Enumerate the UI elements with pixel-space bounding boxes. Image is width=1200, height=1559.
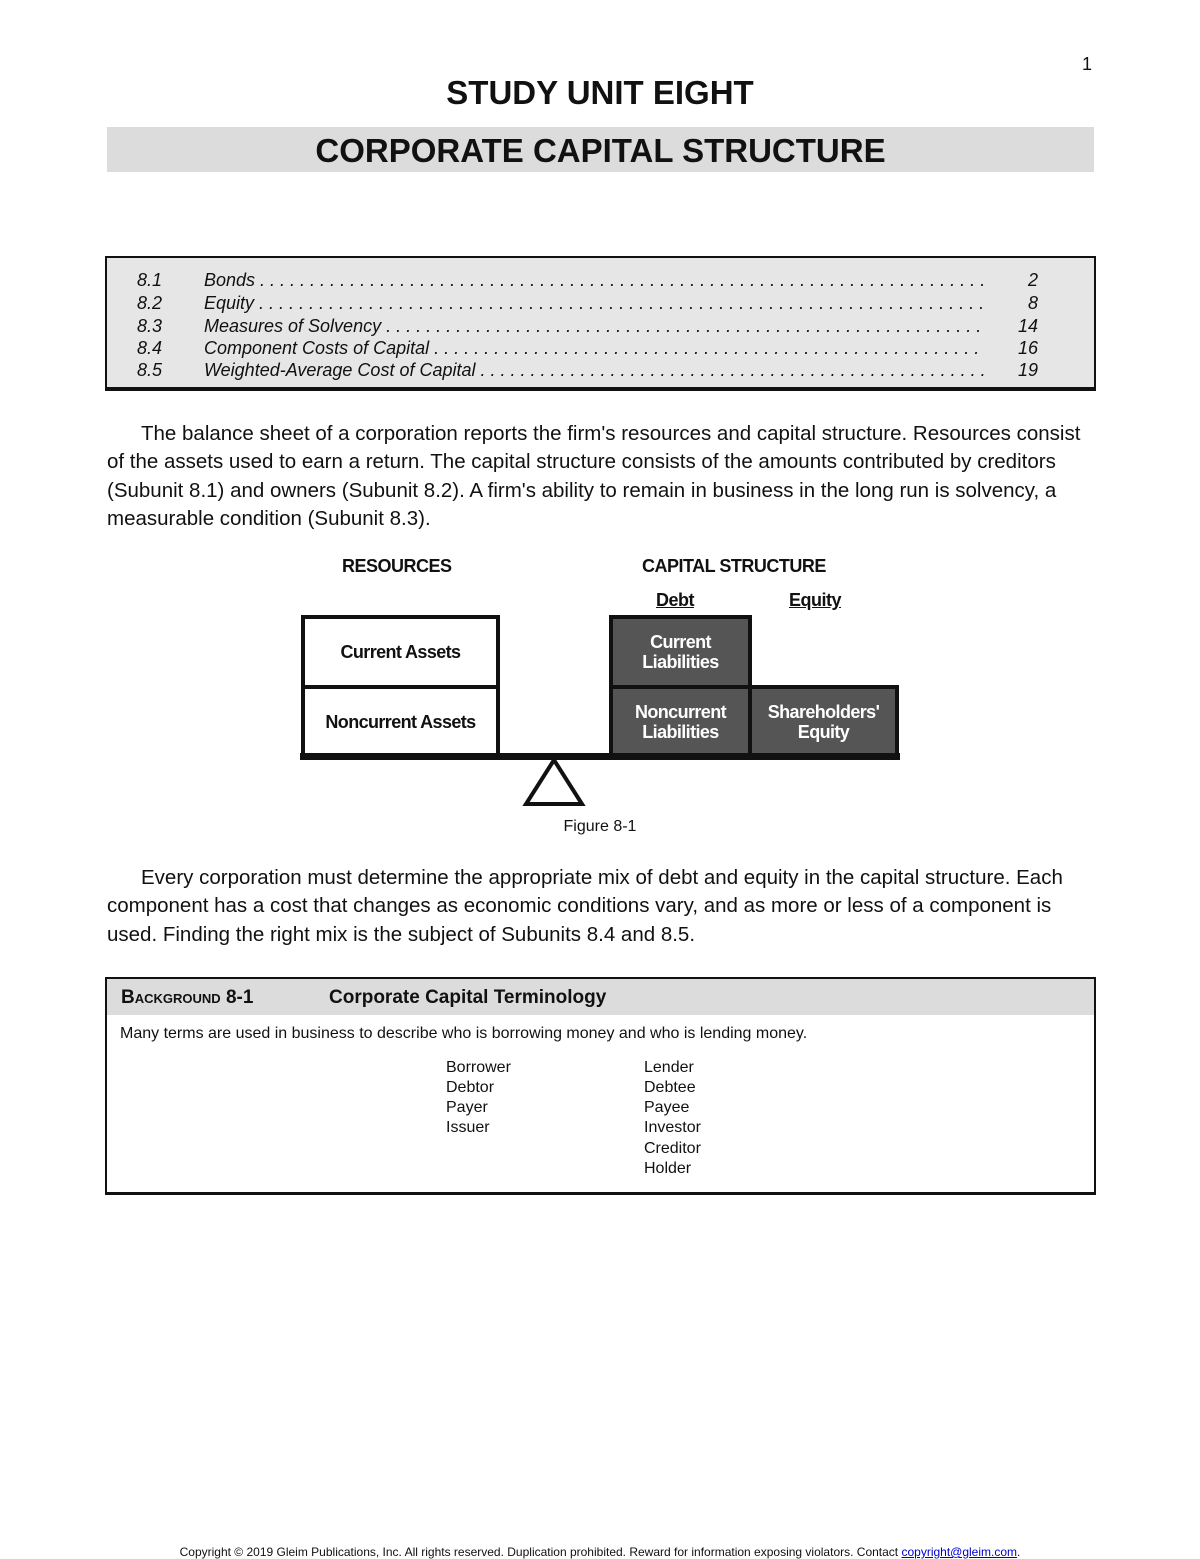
toc-entry[interactable] [107, 315, 1094, 338]
footer-text: Copyright © 2019 Gleim Publications, Inc. All rights reserved. Duplication prohibited. Reward for information exposing violators. Contact [179, 1545, 902, 1559]
lender-term: Creditor [644, 1140, 701, 1157]
background-label: Background 8-1 [121, 987, 254, 1008]
lender-term: Payee [644, 1099, 690, 1116]
footer-end: . [1017, 1545, 1021, 1559]
fulcrum-triangle-icon [526, 760, 582, 804]
resources-heading: RESOURCES [342, 556, 452, 576]
capital-structure-heading: CAPITAL STRUCTURE [642, 556, 826, 576]
unit-title: STUDY UNIT EIGHT [446, 74, 754, 111]
toc-title: Equity . . . [204, 292, 984, 315]
borrower-term: Debtor [446, 1079, 495, 1096]
scale-beam [300, 753, 900, 760]
toc-number: 8.3 [137, 316, 163, 336]
lender-term: Debtee [644, 1079, 696, 1096]
balance-scale [300, 745, 900, 807]
table-of-contents [105, 256, 1096, 391]
toc-entry[interactable] [107, 337, 1094, 360]
toc-number: 8.5 [137, 360, 163, 380]
borrower-term: Borrower [446, 1059, 511, 1076]
toc-page: 14 [1017, 316, 1038, 336]
toc-number: 8.2 [137, 293, 163, 313]
toc-number: 8.1 [137, 270, 163, 290]
noncurrent-liabilities-label: Noncurrent Liabilities [634, 702, 726, 742]
borrower-term: Issuer [446, 1119, 490, 1136]
current-liabilities-label: Current Liabilities [642, 632, 719, 672]
toc-page: 19 [1017, 360, 1038, 380]
paragraph-text: Every corporation must determine the appropriate mix of debt and equity in the capital structure. Each component has a cost that changes as economic conditions vary, and as more or less of a component is used. Finding the right mix is the subject of Subunits 8.4 and 8.5. [107, 866, 1063, 946]
background-header [107, 979, 1094, 1015]
current-assets-label: Current Assets [340, 642, 461, 662]
toc-entry[interactable] [107, 269, 1094, 292]
background-intro: Many terms are used in business to describe who is borrowing money and who is lending money. [120, 1025, 808, 1042]
figure-caption: Figure 8-1 [563, 818, 637, 835]
intro-paragraph [107, 420, 1092, 534]
toc-title: Component Costs of Capital . . . [204, 337, 984, 360]
toc-title: Weighted-Average Cost of Capital . . . [204, 359, 984, 382]
mix-paragraph [107, 864, 1092, 949]
lender-term: Holder [644, 1160, 692, 1177]
toc-page: 2 [1027, 270, 1038, 290]
toc-title: Bonds . . . [204, 269, 984, 292]
toc-title: Measures of Solvency . . . [204, 315, 984, 338]
lender-term: Investor [644, 1119, 701, 1136]
paragraph-text: The balance sheet of a corporation reports the firm's resources and capital structure. Resources consist of the assets used to earn a return. The capital structure consists of the amounts contributed by creditors (Subunit 8.1) and owners (Subunit 8.2). A firm's ability to remain in business in the long run is solvency, a measurable condition (Subunit 8.3). [107, 422, 1081, 531]
toc-page: 16 [1017, 338, 1038, 358]
background-title: Corporate Capital Terminology [329, 987, 607, 1008]
chapter-title: CORPORATE CAPITAL STRUCTURE [315, 132, 886, 169]
toc-page: 8 [1027, 293, 1038, 313]
page-number: 1 [1081, 54, 1092, 74]
shareholders-equity-label: Shareholders' Equity [767, 702, 880, 742]
toc-entry[interactable] [107, 359, 1094, 382]
background-box [105, 977, 1096, 1195]
equity-label: Equity [789, 590, 842, 610]
toc-number: 8.4 [137, 338, 163, 358]
current-liabilities-box [609, 615, 752, 689]
copyright-email-link[interactable]: copyright@gleim.com [901, 1545, 1018, 1559]
lender-term: Lender [644, 1059, 694, 1076]
debt-label: Debt [656, 590, 694, 610]
copyright-footer [0, 1545, 1200, 1559]
borrower-term: Payer [446, 1099, 488, 1116]
toc-entry[interactable] [107, 292, 1094, 315]
noncurrent-assets-label: Noncurrent Assets [325, 712, 476, 732]
current-assets-box [301, 615, 500, 689]
